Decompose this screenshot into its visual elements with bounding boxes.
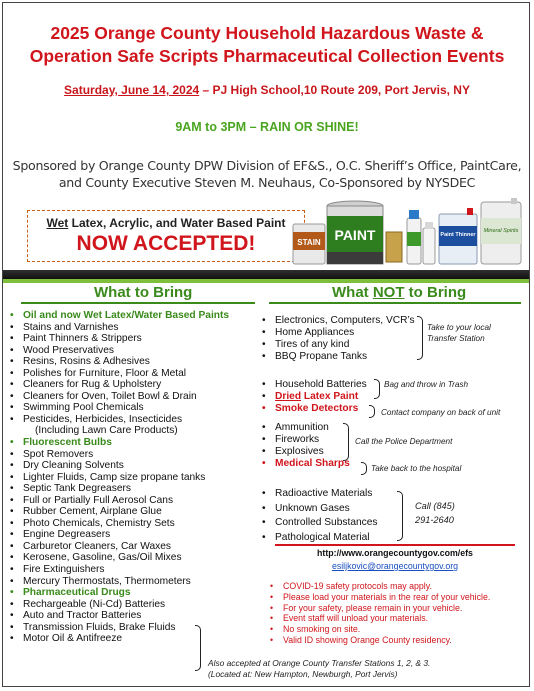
- paint-notice-wet: Wet: [46, 216, 69, 230]
- also-accepted-note: [208, 658, 528, 680]
- bring-item: • Oil and now Wet Latex/Water Based Paints: [9, 310, 259, 322]
- bring-item: • Mercury Thermostats, Thermometers: [9, 576, 259, 588]
- note-item: • Please load your materials in the rear of your vehicle.: [269, 592, 530, 603]
- smoke-brace: [369, 405, 375, 418]
- what-to-bring-list: [9, 310, 259, 645]
- note-item: • COVID-19 safety protocols may apply.: [269, 581, 530, 592]
- event-date: Saturday, June 14, 2024: [64, 83, 200, 97]
- list-item: • Home Appliances: [261, 327, 415, 339]
- list-item: [261, 391, 367, 403]
- list-item: • Fireworks: [261, 434, 350, 446]
- not-heading-not: NOT: [372, 284, 405, 301]
- police-brace: [343, 423, 349, 461]
- sharps-note: Take back to the hospital: [371, 464, 462, 473]
- dried-rest: Latex Paint: [301, 391, 359, 402]
- bring-item: • Paint Thinners & Strippers: [9, 333, 259, 345]
- bring-item: • Transmission Fluids, Brake Fluids: [9, 622, 259, 634]
- bring-item: • Dry Cleaning Solvents: [9, 460, 259, 472]
- note-item: • Valid ID showing Orange County residency.: [269, 635, 530, 646]
- sponsor-line1: Sponsored by Orange County DPW Division of EF&S., O.C. Sheriff’s Office, PaintCare,: [12, 158, 522, 173]
- bring-item: • Carburetor Cleaners, Car Waxes: [9, 541, 259, 553]
- stain-can-icon: [293, 224, 325, 264]
- bring-item: • Photo Chemicals, Chemistry Sets: [9, 518, 259, 530]
- also-accepted-line2: (Located at: New Hampton, Newburgh, Port Jervis): [208, 669, 398, 679]
- bring-item: • Kerosene, Gasoline, Gas/Oil Mixes: [9, 552, 259, 564]
- bring-item: • Engine Degreasers: [9, 529, 259, 541]
- email-link[interactable]: esiljkovic@orangecountygov.org: [331, 561, 459, 571]
- not-group-police: [261, 422, 350, 470]
- what-to-bring-underline: [21, 302, 255, 304]
- list-item: • Explosives: [261, 446, 350, 458]
- list-item: • Electronics, Computers, VCR’s: [261, 315, 415, 327]
- medical-sharps: Medical Sharps: [275, 458, 350, 469]
- event-title-line1: 2025 Orange County Household Hazardous Waste &: [50, 23, 484, 43]
- smoke-note: Contact company on back of unit: [381, 408, 501, 417]
- bring-item: • Swimming Pool Chemicals: [9, 402, 259, 414]
- stain-label: STAIN: [297, 238, 321, 247]
- note-item: • For your safety, please remain in your vehicle.: [269, 603, 530, 614]
- thinner-can-icon: [439, 208, 477, 264]
- call-brace: [397, 491, 403, 541]
- list-item: • Ammunition: [261, 422, 350, 434]
- list-item: • Household Batteries: [261, 379, 367, 391]
- smoke-detectors: Smoke Detectors: [275, 403, 359, 414]
- not-group-batteries: [261, 379, 367, 415]
- sharps-brace: [361, 462, 367, 475]
- red-divider: [275, 544, 515, 546]
- section-divider: [3, 270, 530, 279]
- police-note: Call the Police Department: [355, 437, 453, 446]
- bring-item: • Cleaners for Oven, Toilet Bowl & Drain: [9, 391, 259, 403]
- product-illustration: [289, 196, 529, 268]
- bring-item: • Spot Removers: [9, 449, 259, 461]
- bring-item: (Including Lawn Care Products): [35, 425, 178, 437]
- list-item: [261, 403, 367, 415]
- what-not-underline: [269, 302, 521, 304]
- spray-can-icon: [407, 210, 435, 264]
- paint-notice-line1: [28, 216, 304, 230]
- spirits-can-icon: [481, 198, 521, 264]
- paint-can-icon: [327, 201, 383, 264]
- note-item: • No smoking on site.: [269, 624, 530, 635]
- trash-note: Bag and throw in Trash: [384, 380, 469, 389]
- bring-item: • Stains and Varnishes: [9, 322, 259, 334]
- bring-item: • Pesticides, Herbicides, Insecticides: [9, 414, 259, 426]
- note-item: • Event staff will unload your materials.: [269, 613, 530, 624]
- bring-item: • Rubber Cement, Airplane Glue: [9, 506, 259, 518]
- paint-notice-box: [27, 210, 305, 262]
- list-item: [261, 458, 350, 470]
- call-note-line2: 291-2640: [415, 515, 454, 525]
- bring-item: • Resins, Rosins & Adhesives: [9, 356, 259, 368]
- bring-item: • Auto and Tractor Batteries: [9, 610, 259, 622]
- dried-prefix: Dried: [275, 391, 302, 402]
- not-group-call: [261, 487, 378, 545]
- bring-item: • Fire Extinguishers: [9, 564, 259, 576]
- what-not-to-bring-heading: [332, 284, 466, 301]
- flyer-page: [2, 2, 530, 687]
- bring-item: • Full or Partially Full Aerosol Cans: [9, 495, 259, 507]
- bring-item: • Rechargeable (Ni-Cd) Batteries: [9, 599, 259, 611]
- now-accepted-text: NOW ACCEPTED!: [76, 232, 256, 255]
- bring-item: • Motor Oil & Antifreeze: [9, 633, 259, 645]
- event-date-location: [3, 83, 530, 97]
- event-title-line2: Operation Safe Scripts Pharmaceutical Collection Events: [29, 46, 505, 66]
- transfer-brace: [417, 316, 423, 360]
- call-note-line1: Call (845): [415, 501, 455, 511]
- paint-notice-rest: Latex, Acrylic, and Water Based Paint: [68, 216, 286, 230]
- bring-item: • Lighter Fluids, Camp size propane tanks: [9, 472, 259, 484]
- event-location: – PJ High School,10 Route 209, Port Jervis, NY: [199, 83, 470, 97]
- event-hours: 9AM to 3PM – RAIN OR SHINE!: [175, 120, 359, 134]
- bring-item: • Pharmaceutical Drugs: [9, 587, 259, 599]
- list-item: • Unknown Gases: [261, 502, 378, 517]
- what-to-bring-heading: What to Bring: [94, 284, 193, 301]
- spirits-label: Mineral Spirits: [483, 228, 519, 234]
- trash-brace: [374, 379, 380, 399]
- bring-item: • Wood Preservatives: [9, 345, 259, 357]
- list-item: • Radioactive Materials: [261, 487, 378, 502]
- bring-item: • Polishes for Furniture, Floor & Metal: [9, 368, 259, 380]
- website-link[interactable]: http://www.orangecountygov.com/efs: [317, 548, 473, 558]
- thinner-label: Paint Thinner: [440, 232, 476, 238]
- not-heading-post: to Bring: [404, 284, 467, 301]
- bring-item: • Fluorescent Bulbs: [9, 437, 259, 449]
- bring-brace: [195, 625, 201, 671]
- not-heading-pre: What: [332, 284, 373, 301]
- also-accepted-line1: Also accepted at Orange County Transfer Stations 1, 2, & 3.: [208, 658, 431, 668]
- list-item: • Tires of any kind: [261, 339, 415, 351]
- list-item: • BBQ Propane Tanks: [261, 351, 415, 363]
- bring-item: • Cleaners for Rug & Upholstery: [9, 379, 259, 391]
- section-divider-accent: [3, 279, 530, 283]
- call-note: [415, 499, 455, 527]
- event-notes-list: [269, 581, 530, 646]
- list-item: • Pathological Material: [261, 531, 378, 546]
- sponsor-text: [3, 157, 530, 191]
- bring-item: • Septic Tank Degreasers: [9, 483, 259, 495]
- not-group-transfer: [261, 315, 415, 363]
- sponsor-line2: and County Executive Steven M. Neuhaus, Co-Sponsored by NYSDEC: [58, 175, 476, 190]
- paint-label: PAINT: [334, 227, 376, 243]
- transfer-note: Take to your local Transfer Station: [427, 323, 491, 343]
- list-item: • Controlled Substances: [261, 516, 378, 531]
